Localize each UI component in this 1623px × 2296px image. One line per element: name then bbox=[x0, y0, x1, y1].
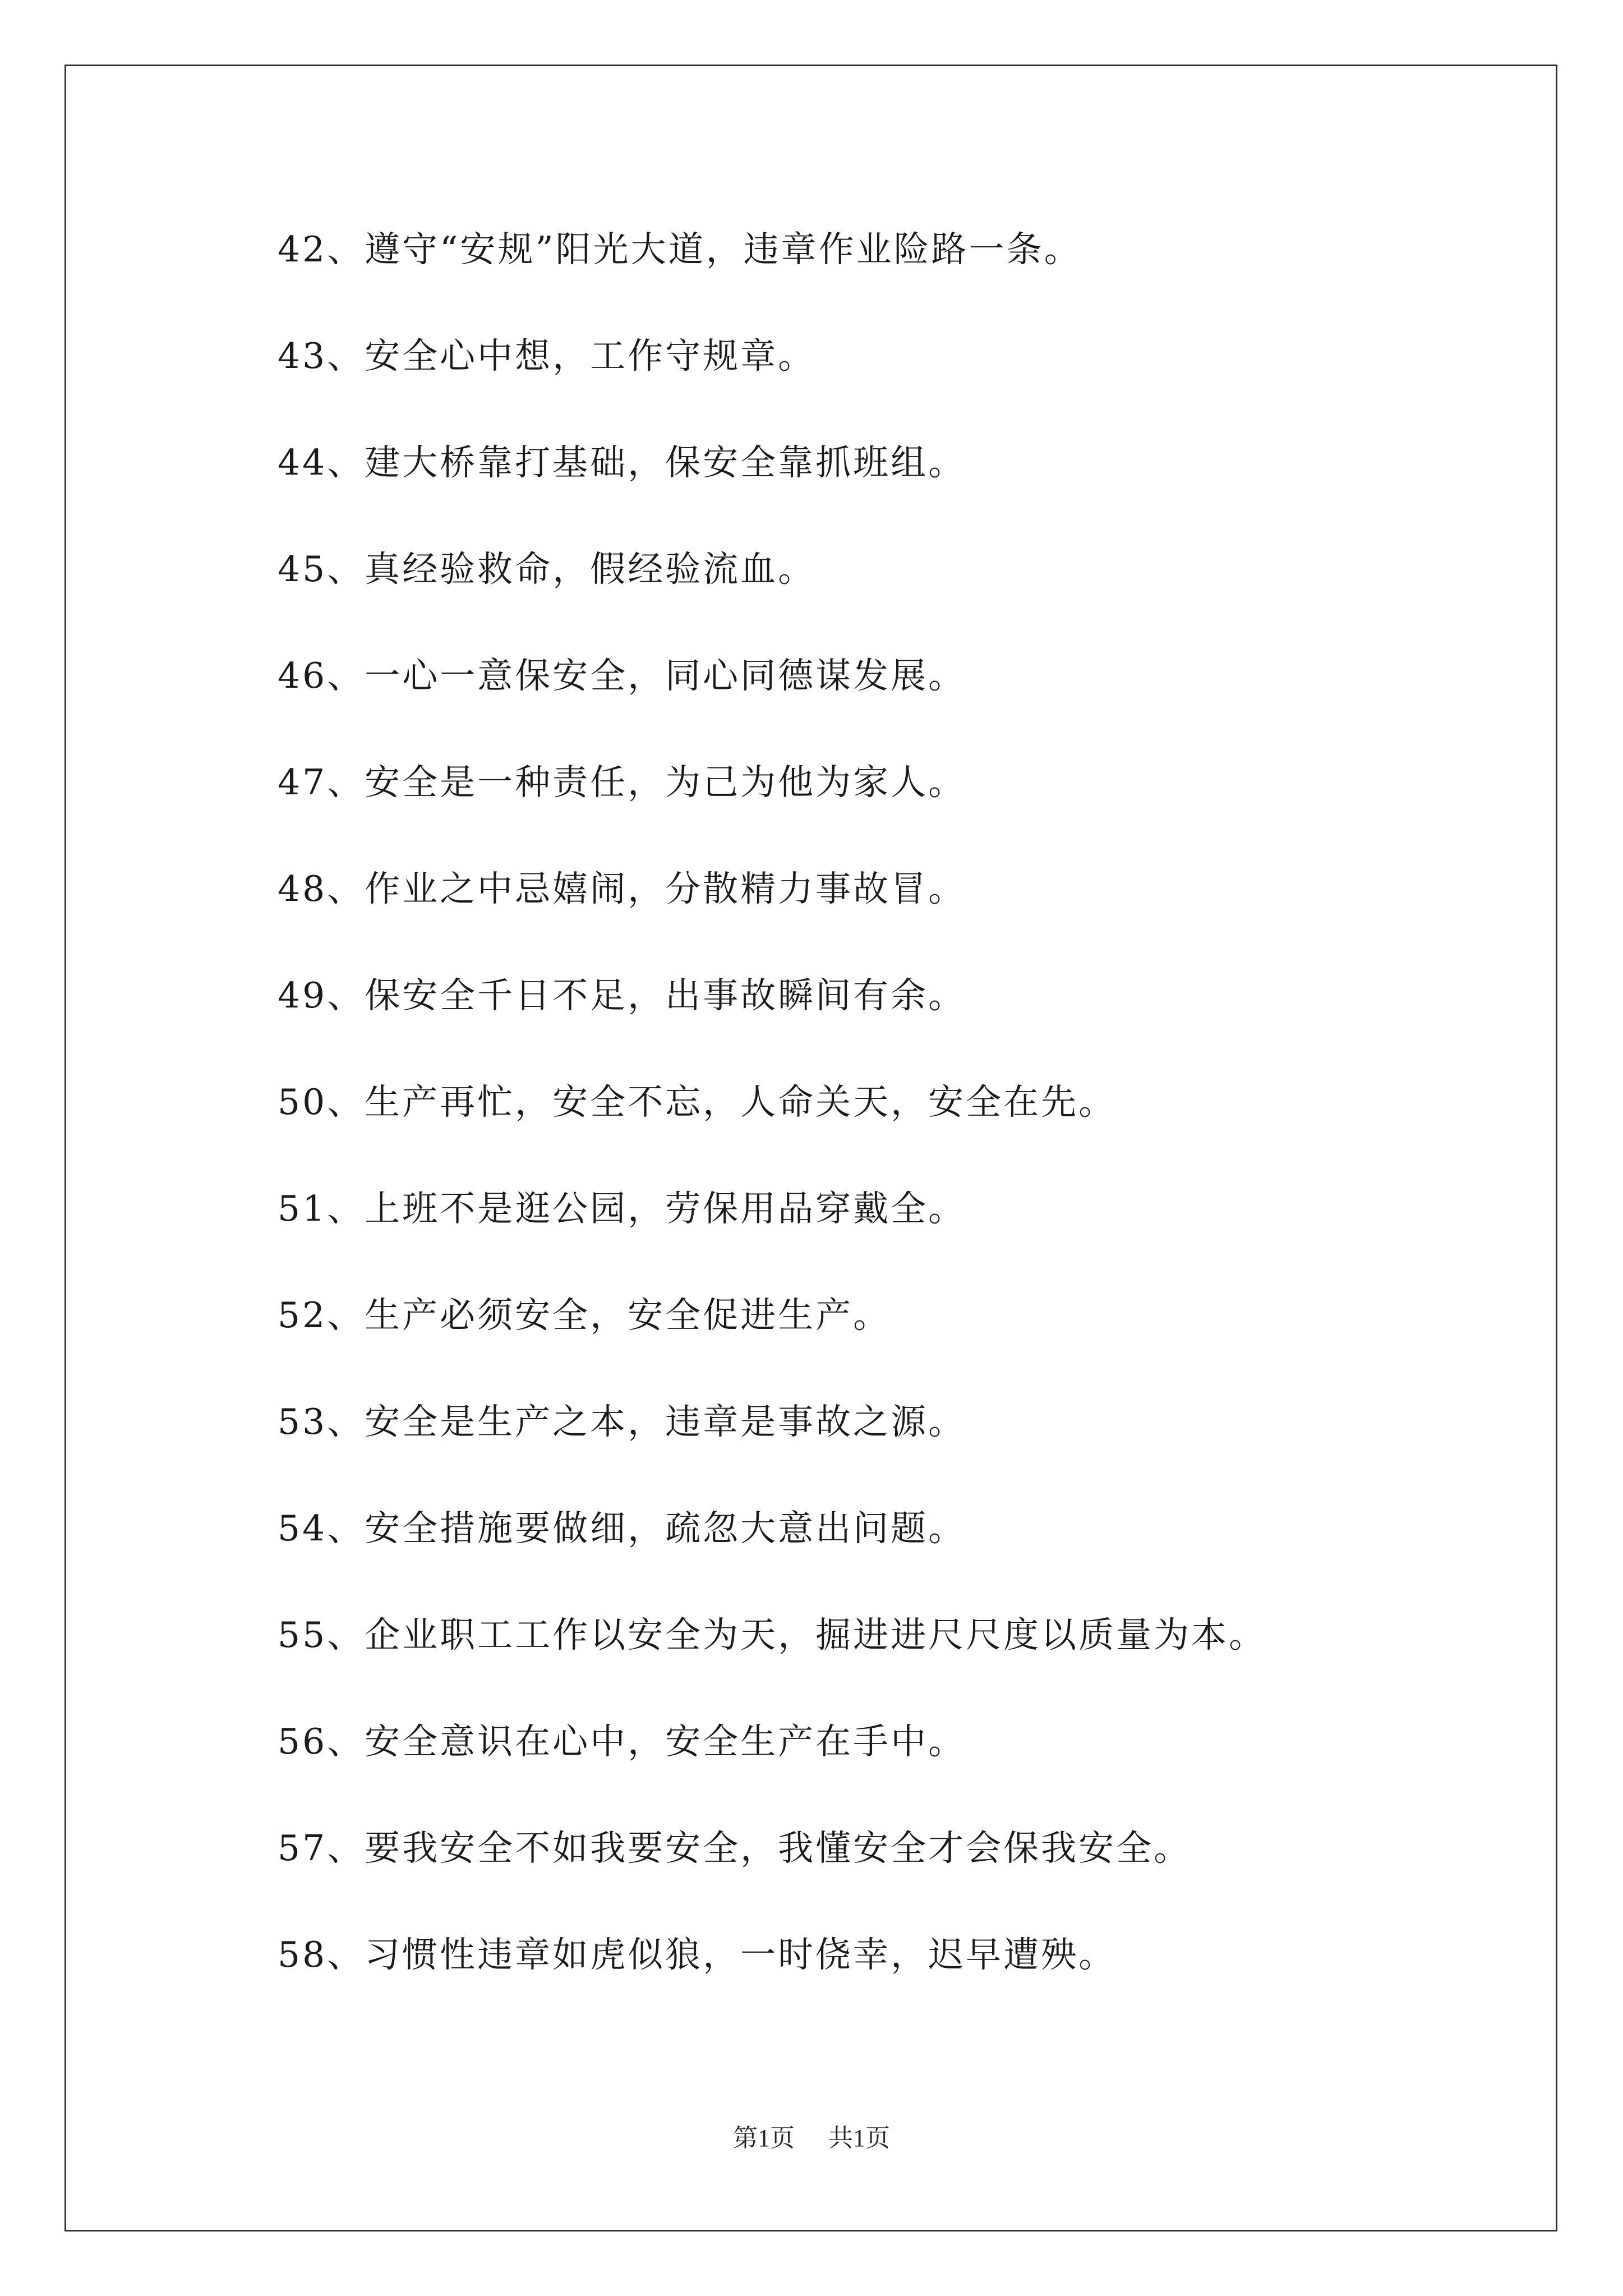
slogan-item: 43、安全心中想，工作守规章。 bbox=[278, 335, 816, 376]
slogan-item: 42、遵守“安规”阳光大道，违章作业险路一条。 bbox=[278, 229, 1082, 270]
slogan-item: 46、一心一意保安全，同心同德谋发展。 bbox=[278, 655, 966, 696]
slogan-item: 51、上班不是逛公园，劳保用品穿戴全。 bbox=[278, 1188, 966, 1229]
slogan-item: 50、生产再忙，安全不忘，人命关天，安全在先。 bbox=[278, 1082, 1117, 1122]
slogan-list bbox=[278, 227, 1511, 2039]
slogan-item: 48、作业之中忌嬉闹，分散精力事故冒。 bbox=[278, 868, 966, 909]
slogan-item: 44、建大桥靠打基础，保安全靠抓班组。 bbox=[278, 442, 966, 483]
slogan-item: 58、习惯性违章如虎似狼，一时侥幸，迟早遭殃。 bbox=[278, 1934, 1117, 1975]
page-number-total: 共1页 bbox=[828, 2124, 890, 2152]
slogan-item: 45、真经验救命，假经验流血。 bbox=[278, 549, 816, 590]
slogan-item: 52、生产必须安全，安全促进生产。 bbox=[278, 1295, 891, 1336]
slogan-item: 53、安全是生产之本，违章是事故之源。 bbox=[278, 1401, 966, 1442]
slogan-item: 49、保安全千日不足，出事故瞬间有余。 bbox=[278, 975, 966, 1016]
slogan-item: 55、企业职工工作以安全为天，掘进进尺尺度以质量为本。 bbox=[278, 1614, 1267, 1655]
slogan-item: 57、要我安全不如我要安全，我懂安全才会保我安全。 bbox=[278, 1828, 1192, 1869]
slogan-item: 54、安全措施要做细，疏忽大意出问题。 bbox=[278, 1508, 966, 1549]
slogan-item: 56、安全意识在心中，安全生产在手中。 bbox=[278, 1721, 966, 1762]
slogan-item: 47、安全是一种责任，为己为他为家人。 bbox=[278, 762, 966, 803]
page-footer bbox=[0, 2118, 1623, 2154]
page-number-current: 第1页 bbox=[733, 2124, 795, 2152]
